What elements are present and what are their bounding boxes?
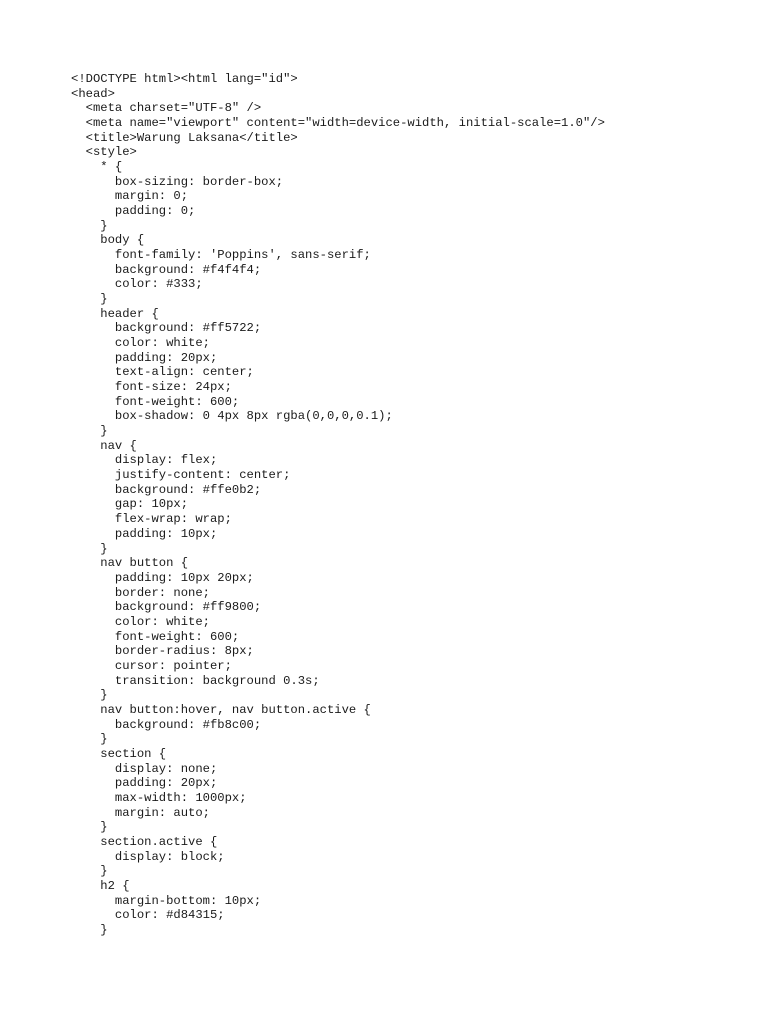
code-line: background: #ff5722; xyxy=(71,321,262,336)
code-line: padding: 20px; xyxy=(71,350,218,365)
code-line: * { xyxy=(71,160,123,175)
code-line: nav { xyxy=(71,438,137,453)
code-line: } xyxy=(71,820,108,835)
code-line: transition: background 0.3s; xyxy=(71,673,320,688)
code-line: justify-content: center; xyxy=(71,468,291,483)
code-line: section.active { xyxy=(71,834,218,849)
code-line: } xyxy=(71,541,108,556)
code-line: font-weight: 600; xyxy=(71,629,240,644)
code-line: <head> xyxy=(71,86,115,101)
code-line: color: #333; xyxy=(71,277,203,292)
code-line: <title>Warung Laksana</title> xyxy=(71,130,298,145)
code-line: } xyxy=(71,688,108,703)
code-line: max-width: 1000px; xyxy=(71,790,247,805)
code-line: display: block; xyxy=(71,849,225,864)
code-line: flex-wrap: wrap; xyxy=(71,512,232,527)
code-line: padding: 20px; xyxy=(71,776,218,791)
code-line: margin-bottom: 10px; xyxy=(71,893,262,908)
code-line: color: white; xyxy=(71,336,210,351)
code-line: margin: auto; xyxy=(71,805,210,820)
code-line: } xyxy=(71,732,108,747)
code-line: box-sizing: border-box; xyxy=(71,174,284,189)
code-line: section { xyxy=(71,746,167,761)
code-line: padding: 10px; xyxy=(71,526,218,541)
code-line: } xyxy=(71,218,108,233)
code-line: <meta name="viewport" content="width=device-width, initial-scale=1.0"/> xyxy=(71,116,605,131)
code-line: font-weight: 600; xyxy=(71,394,240,409)
code-line: box-shadow: 0 4px 8px rgba(0,0,0,0.1); xyxy=(71,409,393,424)
code-line: nav button { xyxy=(71,556,189,571)
code-line: text-align: center; xyxy=(71,365,254,380)
code-line: background: #fb8c00; xyxy=(71,717,262,732)
code-line: display: none; xyxy=(71,761,218,776)
code-line: } xyxy=(71,292,108,307)
code-line: gap: 10px; xyxy=(71,497,189,512)
code-line: } xyxy=(71,424,108,439)
code-line: body { xyxy=(71,233,145,248)
code-line: border: none; xyxy=(71,585,210,600)
code-line: header { xyxy=(71,306,159,321)
code-line: color: #d84315; xyxy=(71,908,225,923)
code-line: color: white; xyxy=(71,614,210,629)
code-line: <style> xyxy=(71,145,137,160)
code-line: font-family: 'Poppins', sans-serif; xyxy=(71,248,371,263)
code-line: h2 { xyxy=(71,878,130,893)
code-line: nav button:hover, nav button.active { xyxy=(71,702,371,717)
code-line: } xyxy=(71,922,108,937)
code-line: background: #f4f4f4; xyxy=(71,262,262,277)
code-line: margin: 0; xyxy=(71,189,189,204)
code-line: } xyxy=(71,864,108,879)
code-line: padding: 10px 20px; xyxy=(71,570,254,585)
code-line: border-radius: 8px; xyxy=(71,644,254,659)
code-line: cursor: pointer; xyxy=(71,658,232,673)
code-line: background: #ffe0b2; xyxy=(71,482,262,497)
code-line: padding: 0; xyxy=(71,204,196,219)
code-line: display: flex; xyxy=(71,453,218,468)
code-listing xyxy=(71,72,751,938)
code-line: <meta charset="UTF-8" /> xyxy=(71,101,262,116)
code-line: <!DOCTYPE html><html lang="id"> xyxy=(71,72,298,86)
code-line: font-size: 24px; xyxy=(71,380,232,395)
code-line: background: #ff9800; xyxy=(71,600,262,615)
